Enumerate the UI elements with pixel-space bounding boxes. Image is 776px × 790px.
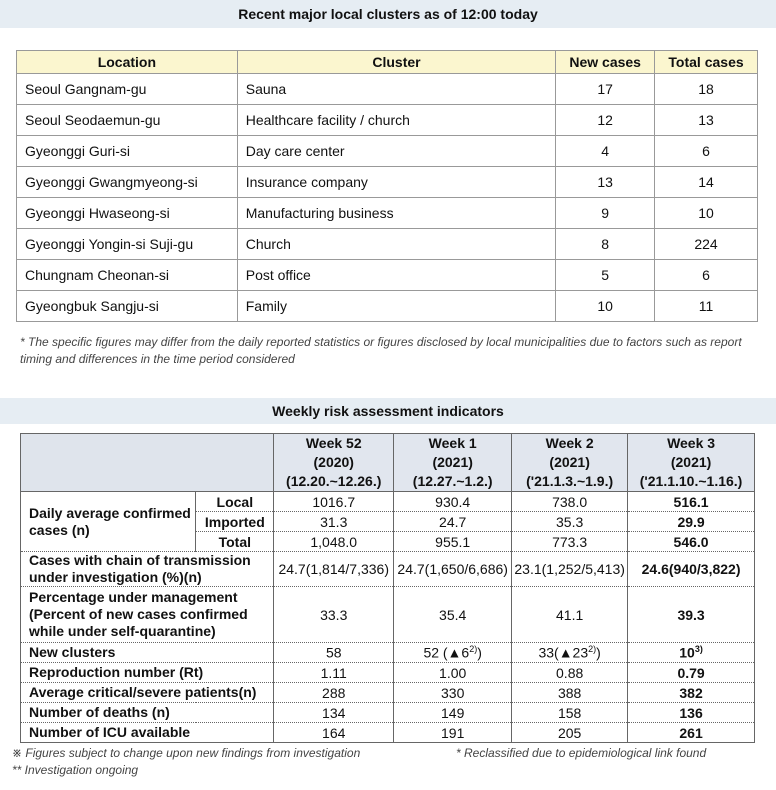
value-cell: 191 xyxy=(394,723,512,743)
table-row xyxy=(21,492,755,512)
location-cell: Chungnam Cheonan-si xyxy=(17,260,238,291)
value-cell: 58 xyxy=(274,643,394,663)
value-cell: 1016.7 xyxy=(274,492,394,512)
row-label: Reproduction number (Rt) xyxy=(21,663,274,683)
footnote-figures: ※ Figures subject to change upon new findings from investigation xyxy=(12,746,361,760)
row-sublabel: Total xyxy=(196,532,274,552)
value-cell: 546.0 xyxy=(628,532,755,552)
value-cell: 10$^{3)}$ xyxy=(628,643,755,663)
value-cell: 33.3 xyxy=(274,587,394,643)
row-sublabel: Imported xyxy=(196,512,274,532)
total-cases-cell: 224 xyxy=(655,229,758,260)
location-cell: Gyeongbuk Sangju-si xyxy=(17,291,238,322)
total-cases-cell: 6 xyxy=(655,136,758,167)
value-cell: 738.0 xyxy=(512,492,628,512)
total-cases-cell: 13 xyxy=(655,105,758,136)
new-cases-cell: 12 xyxy=(556,105,655,136)
table-row xyxy=(17,229,758,260)
value-cell: 288 xyxy=(274,683,394,703)
value-cell: 136 xyxy=(628,703,755,723)
location-cell: Gyeonggi Hwaseong-si xyxy=(17,198,238,229)
table-row xyxy=(21,643,755,663)
row-label: Percentage under management (Percent of new cases confirmed while under self-quarantine) xyxy=(21,587,274,643)
table-row xyxy=(17,136,758,167)
value-cell: 35.4 xyxy=(394,587,512,643)
new-cases-cell: 4 xyxy=(556,136,655,167)
value-cell: 24.6(940/3,822) xyxy=(628,552,755,587)
total-cases-cell: 11 xyxy=(655,291,758,322)
column-header: Location xyxy=(17,51,238,74)
table-row xyxy=(17,74,758,105)
value-cell: 29.9 xyxy=(628,512,755,532)
value-cell: 261 xyxy=(628,723,755,743)
location-cell: Seoul Seodaemun-gu xyxy=(17,105,238,136)
new-cases-cell: 9 xyxy=(556,198,655,229)
location-cell: Gyeonggi Gwangmyeong-si xyxy=(17,167,238,198)
value-cell: 52 (▲6$^{2)}$) xyxy=(394,643,512,663)
total-cases-cell: 6 xyxy=(655,260,758,291)
value-cell: 24.7 xyxy=(394,512,512,532)
value-cell: 33(▲23$^{2)}$) xyxy=(512,643,628,663)
week-header: Week 3 (2021) ('21.1.10.~1.16.) xyxy=(628,434,755,492)
table-row xyxy=(21,703,755,723)
table-row xyxy=(21,683,755,703)
footnote-reclassified: * Reclassified due to epidemiological link found xyxy=(456,746,707,760)
cluster-cell: Church xyxy=(237,229,556,260)
risk-table xyxy=(20,433,755,743)
new-cases-cell: 5 xyxy=(556,260,655,291)
cluster-cell: Post office xyxy=(237,260,556,291)
value-cell: 205 xyxy=(512,723,628,743)
cluster-cell: Day care center xyxy=(237,136,556,167)
week-header: Week 1 (2021) (12.27.~1.2.) xyxy=(394,434,512,492)
value-cell: 330 xyxy=(394,683,512,703)
clusters-footnote: * The specific figures may differ from the daily reported statistics or figures disclosed by local municipalities due to factors such as report timing and differences in the time period considered xyxy=(20,335,742,366)
location-cell: Gyeonggi Yongin-si Suji-gu xyxy=(17,229,238,260)
value-cell: 23.1(1,252/5,413) xyxy=(512,552,628,587)
clusters-table xyxy=(16,50,758,322)
table-row xyxy=(17,167,758,198)
value-cell: 39.3 xyxy=(628,587,755,643)
row-sublabel: Local xyxy=(196,492,274,512)
table-row xyxy=(21,552,755,587)
cluster-cell: Sauna xyxy=(237,74,556,105)
table-row xyxy=(17,291,758,322)
column-header: New cases xyxy=(556,51,655,74)
row-label: Daily average confirmed cases (n) xyxy=(21,492,196,552)
footnote-investigation: ** Investigation ongoing xyxy=(12,763,139,777)
cluster-cell: Manufacturing business xyxy=(237,198,556,229)
value-cell: 0.79 xyxy=(628,663,755,683)
value-cell: 24.7(1,650/6,686) xyxy=(394,552,512,587)
row-label: Number of ICU available xyxy=(21,723,274,743)
row-label: Number of deaths (n) xyxy=(21,703,274,723)
cluster-cell: Family xyxy=(237,291,556,322)
total-cases-cell: 18 xyxy=(655,74,758,105)
value-cell: 773.3 xyxy=(512,532,628,552)
table-row xyxy=(21,663,755,683)
table-row xyxy=(21,587,755,643)
value-cell: 164 xyxy=(274,723,394,743)
risk-title: Weekly risk assessment indicators xyxy=(0,398,776,424)
table-row xyxy=(17,260,758,291)
new-cases-cell: 10 xyxy=(556,291,655,322)
value-cell: 41.1 xyxy=(512,587,628,643)
value-cell: 31.3 xyxy=(274,512,394,532)
week-header: Week 52 (2020) (12.20.~12.26.) xyxy=(274,434,394,492)
value-cell: 0.88 xyxy=(512,663,628,683)
value-cell: 516.1 xyxy=(628,492,755,512)
row-label: New clusters xyxy=(21,643,274,663)
row-label: Average critical/severe patients(n) xyxy=(21,683,274,703)
new-cases-cell: 17 xyxy=(556,74,655,105)
clusters-title: Recent major local clusters as of 12:00 today xyxy=(0,0,776,28)
cluster-cell: Healthcare facility / church xyxy=(237,105,556,136)
value-cell: 930.4 xyxy=(394,492,512,512)
table-row xyxy=(17,105,758,136)
value-cell: 1.00 xyxy=(394,663,512,683)
risk-footnotes xyxy=(12,745,772,779)
value-cell: 149 xyxy=(394,703,512,723)
total-cases-cell: 10 xyxy=(655,198,758,229)
value-cell: 382 xyxy=(628,683,755,703)
table-row xyxy=(17,198,758,229)
new-cases-cell: 13 xyxy=(556,167,655,198)
value-cell: 1,048.0 xyxy=(274,532,394,552)
table-row xyxy=(21,723,755,743)
value-cell: 158 xyxy=(512,703,628,723)
cluster-cell: Insurance company xyxy=(237,167,556,198)
clusters-header-row xyxy=(17,51,758,74)
week-header-row xyxy=(21,434,755,492)
column-header: Cluster xyxy=(237,51,556,74)
total-cases-cell: 14 xyxy=(655,167,758,198)
row-label: Cases with chain of transmission under investigation (%)(n) xyxy=(21,552,274,587)
value-cell: 35.3 xyxy=(512,512,628,532)
new-cases-cell: 8 xyxy=(556,229,655,260)
week-header: Week 2 (2021) ('21.1.3.~1.9.) xyxy=(512,434,628,492)
location-cell: Seoul Gangnam-gu xyxy=(17,74,238,105)
value-cell: 24.7(1,814/7,336) xyxy=(274,552,394,587)
header-blank xyxy=(21,434,274,492)
value-cell: 955.1 xyxy=(394,532,512,552)
value-cell: 134 xyxy=(274,703,394,723)
location-cell: Gyeonggi Guri-si xyxy=(17,136,238,167)
value-cell: 388 xyxy=(512,683,628,703)
value-cell: 1.11 xyxy=(274,663,394,683)
column-header: Total cases xyxy=(655,51,758,74)
